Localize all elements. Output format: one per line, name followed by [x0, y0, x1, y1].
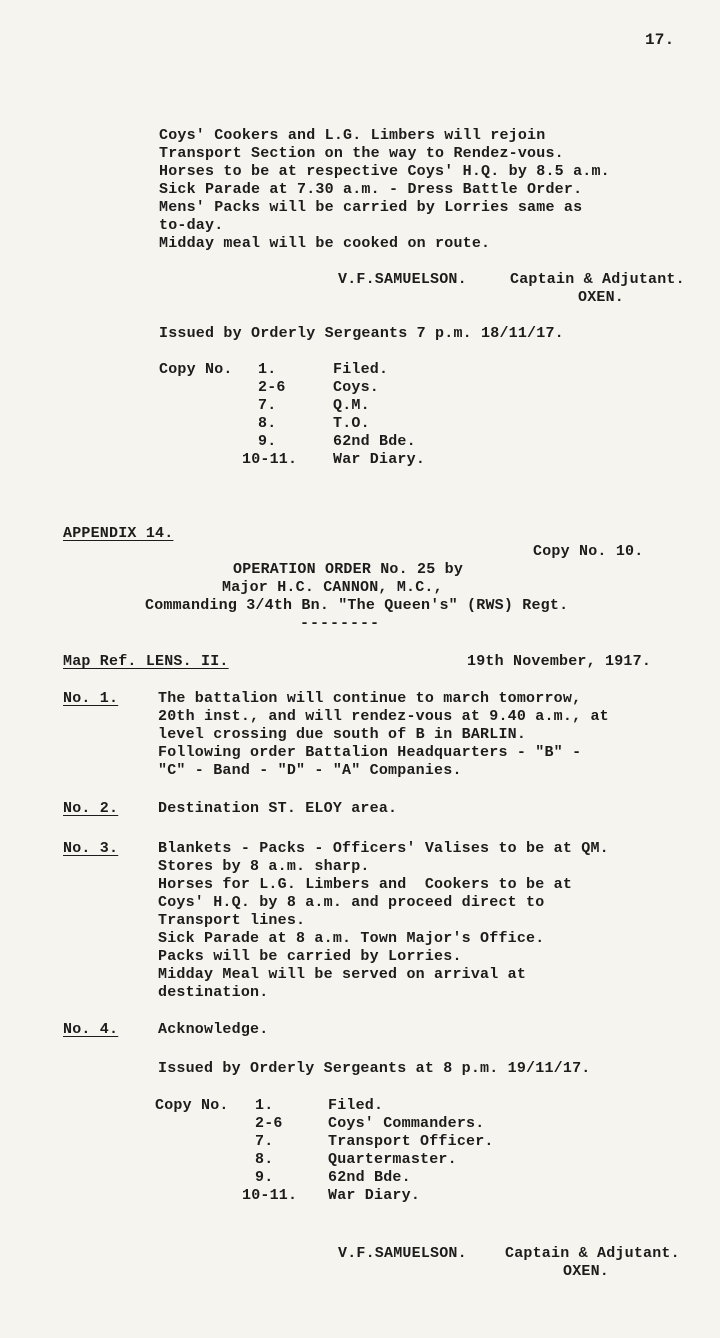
- paragraph-line: level crossing due south of B in BARLIN.: [158, 726, 527, 743]
- text-line: Midday meal will be cooked on route.: [159, 235, 491, 252]
- paragraph-number: No. 3.: [63, 840, 119, 857]
- copy-recipient: 62nd Bde.: [333, 433, 416, 450]
- copy-number: 10-11.: [242, 1187, 298, 1204]
- copy-recipient: Filed.: [333, 361, 389, 378]
- copy-number: 2-6: [258, 379, 286, 396]
- copy-number: 10-11.: [242, 451, 298, 468]
- map-reference: Map Ref. LENS. II.: [63, 653, 229, 670]
- paragraph-line: Coys' H.Q. by 8 a.m. and proceed direct to: [158, 894, 545, 911]
- paragraph-number: No. 4.: [63, 1021, 119, 1038]
- paragraph-line: destination.: [158, 984, 269, 1001]
- paragraph-line: Horses for L.G. Limbers and Cookers to be at: [158, 876, 573, 893]
- copy-recipient: Filed.: [328, 1097, 384, 1114]
- paragraph-line: Following order Battalion Headquarters - "B" -: [158, 744, 582, 761]
- copy-recipient: T.O.: [333, 415, 370, 432]
- title-rule: --------: [300, 615, 381, 632]
- appendix-heading: APPENDIX 14.: [63, 525, 174, 542]
- copy-number: 7.: [258, 397, 277, 414]
- paragraph-line: Sick Parade at 8 a.m. Town Major's Office.: [158, 930, 545, 947]
- copy-recipient: Coys.: [333, 379, 380, 396]
- copy-recipient: 62nd Bde.: [328, 1169, 411, 1186]
- signature-unit: OXEN.: [578, 289, 625, 306]
- paragraph-line: "C" - Band - "D" - "A" Companies.: [158, 762, 462, 779]
- text-line: Mens' Packs will be carried by Lorries same as: [159, 199, 583, 216]
- copy-number: 2-6: [255, 1115, 283, 1132]
- text-line: to-day.: [159, 217, 224, 234]
- copy-recipient: Quartermaster.: [328, 1151, 457, 1168]
- copy-recipient: War Diary.: [333, 451, 426, 468]
- order-title: OPERATION ORDER No. 25 by: [233, 561, 464, 578]
- paragraph-number: No. 2.: [63, 800, 119, 817]
- paragraph-line: Blankets - Packs - Officers' Valises to be at QM.: [158, 840, 609, 857]
- signature: V.F.SAMUELSON.: [338, 1245, 467, 1262]
- signature-unit: OXEN.: [563, 1263, 610, 1280]
- paragraph-line: Stores by 8 a.m. sharp.: [158, 858, 370, 875]
- paragraph-line: Transport lines.: [158, 912, 306, 929]
- copy-recipient: Coys' Commanders.: [328, 1115, 485, 1132]
- text-line: Coys' Cookers and L.G. Limbers will rejoin: [159, 127, 546, 144]
- order-date: 19th November, 1917.: [467, 653, 652, 670]
- paragraph-line: Destination ST. ELOY area.: [158, 800, 398, 817]
- text-line: Horses to be at respective Coys' H.Q. by 8.5 a.m.: [159, 163, 610, 180]
- copy-number: 9.: [255, 1169, 274, 1186]
- copy-number: 1.: [255, 1097, 274, 1114]
- paragraph-number: No. 1.: [63, 690, 119, 707]
- signature-rank: Captain & Adjutant.: [505, 1245, 680, 1262]
- signature-rank: Captain & Adjutant.: [510, 271, 685, 288]
- copy-label: Copy No.: [155, 1097, 229, 1114]
- order-command: Commanding 3/4th Bn. "The Queen's" (RWS) Regt.: [145, 597, 569, 614]
- copy-number: 7.: [255, 1133, 274, 1150]
- copy-number: 8.: [258, 415, 277, 432]
- copy-number: 8.: [255, 1151, 274, 1168]
- paragraph-line: 20th inst., and will rendez-vous at 9.40 a.m., at: [158, 708, 609, 725]
- order-author: Major H.C. CANNON, M.C.,: [222, 579, 443, 596]
- copy-recipient: War Diary.: [328, 1187, 421, 1204]
- paragraph-line: Packs will be carried by Lorries.: [158, 948, 462, 965]
- copy-label: Copy No.: [159, 361, 233, 378]
- paragraph-line: Acknowledge.: [158, 1021, 269, 1038]
- issued-line: Issued by Orderly Sergeants at 8 p.m. 19/11/17.: [158, 1060, 591, 1077]
- issued-line: Issued by Orderly Sergeants 7 p.m. 18/11/17.: [159, 325, 564, 342]
- copy-recipient: Transport Officer.: [328, 1133, 494, 1150]
- text-line: Transport Section on the way to Rendez-vous.: [159, 145, 564, 162]
- page-number: 17.: [645, 31, 675, 49]
- copy-number-header: Copy No. 10.: [533, 543, 644, 560]
- paragraph-line: The battalion will continue to march tomorrow,: [158, 690, 582, 707]
- copy-number: 9.: [258, 433, 277, 450]
- copy-number: 1.: [258, 361, 277, 378]
- copy-recipient: Q.M.: [333, 397, 370, 414]
- text-line: Sick Parade at 7.30 a.m. - Dress Battle Order.: [159, 181, 583, 198]
- paragraph-line: Midday Meal will be served on arrival at: [158, 966, 527, 983]
- signature: V.F.SAMUELSON.: [338, 271, 467, 288]
